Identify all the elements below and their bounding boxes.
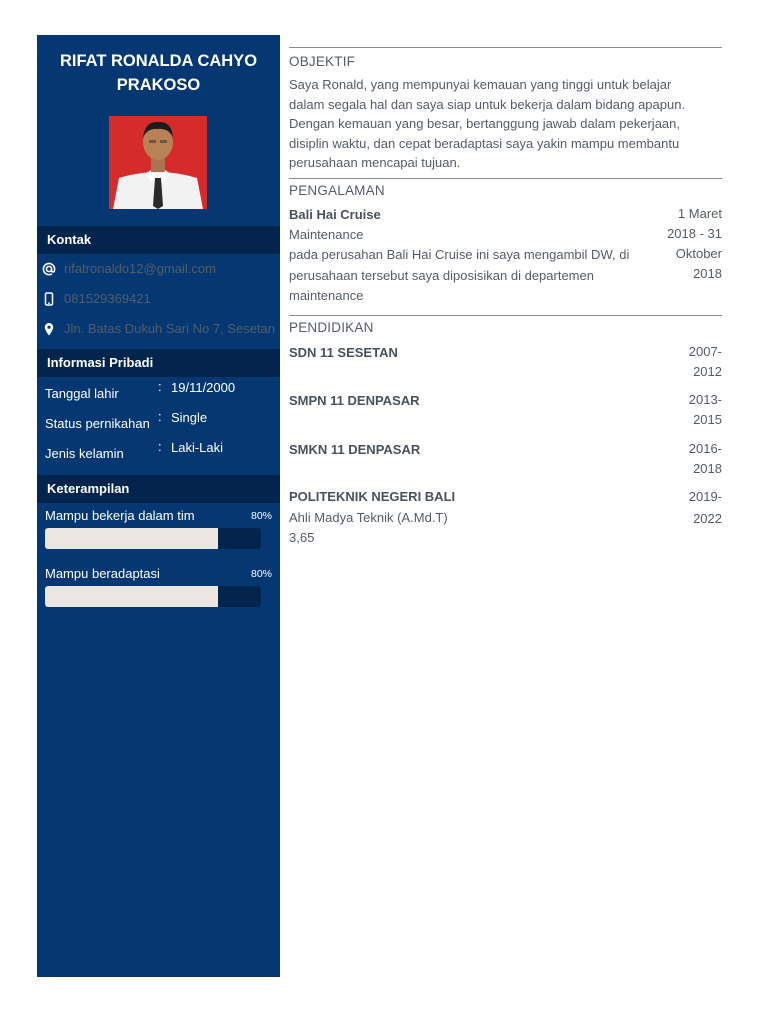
objective-line: Saya Ronald, yang mempunyai kemauan yang tinggi untuk belajar bbox=[289, 77, 672, 92]
education-date bbox=[652, 390, 722, 430]
skill-bar-fill bbox=[45, 586, 218, 607]
date-line: 2016- bbox=[688, 441, 722, 456]
objective-line: dalam segala hal dan saya siap untuk bekerja dalam bidang apapun. bbox=[289, 96, 686, 112]
education-gpa: 3,65 bbox=[289, 530, 315, 545]
info-label: Tanggal lahir bbox=[45, 386, 119, 401]
date-line: 2013- bbox=[688, 392, 722, 407]
education-degree: Ahli Madya Teknik (A.Md.T) bbox=[289, 510, 448, 525]
info-row-gender bbox=[37, 439, 280, 464]
info-colon: : bbox=[158, 379, 162, 394]
skill-bar bbox=[45, 528, 261, 549]
experience-position: Maintenance bbox=[289, 227, 364, 242]
info-colon: : bbox=[158, 409, 162, 424]
personal-info-heading: Informasi Pribadi bbox=[37, 349, 280, 377]
info-value: Single bbox=[171, 410, 208, 425]
contact-address-row bbox=[37, 319, 280, 339]
date-line: 1 Maret bbox=[677, 206, 722, 221]
skill-item bbox=[37, 566, 280, 616]
location-pin-icon bbox=[42, 322, 56, 336]
skill-name: Mampu bekerja dalam tim bbox=[45, 508, 195, 523]
experience-desc-line: maintenance bbox=[289, 288, 364, 303]
contact-email[interactable]: rifatronaldo12@gmail.com bbox=[64, 261, 216, 276]
date-line: 2018 bbox=[693, 461, 722, 476]
objective-line: Dengan kemauan yang besar, bertanggung jawab dalam pekerjaan, bbox=[289, 116, 680, 131]
date-line: 2015 bbox=[693, 412, 722, 427]
info-value: 19/11/2000 bbox=[171, 380, 236, 395]
education-school: SDN 11 SESETAN bbox=[289, 345, 398, 360]
experience-heading: PENGALAMAN bbox=[289, 183, 385, 198]
email-at-icon bbox=[42, 262, 56, 276]
contact-heading: Kontak bbox=[37, 226, 280, 254]
education-school: SMKN 11 DENPASAR bbox=[289, 442, 421, 457]
contact-email-row bbox=[37, 259, 280, 279]
skill-bar bbox=[45, 586, 261, 607]
profile-photo bbox=[109, 116, 207, 209]
objective-line: disiplin waktu, dan cepat beradaptasi saya yakin mampu membantu bbox=[289, 135, 680, 151]
experience-company: Bali Hai Cruise bbox=[289, 207, 381, 222]
skill-name: Mampu beradaptasi bbox=[45, 566, 160, 581]
info-row-birthdate bbox=[37, 379, 280, 404]
objective-heading: OBJEKTIF bbox=[289, 54, 356, 69]
education-date bbox=[652, 486, 722, 530]
info-colon: : bbox=[158, 439, 162, 454]
date-line: 2007- bbox=[688, 344, 722, 359]
experience-desc-line: pada perusahan Bali Hai Cruise ini saya mengambil DW, di bbox=[289, 247, 630, 262]
skill-percent: 80% bbox=[250, 510, 272, 522]
experience-desc-line: perusahaan tersebut saya diposisikan di departemen bbox=[289, 267, 594, 283]
divider bbox=[289, 178, 722, 179]
skills-heading: Keterampilan bbox=[37, 475, 280, 503]
contact-phone-row bbox=[37, 289, 280, 309]
info-row-marital-status bbox=[37, 409, 280, 434]
contact-phone[interactable]: 081529369421 bbox=[64, 291, 151, 306]
info-label: Status pernikahan bbox=[45, 416, 150, 431]
education-date bbox=[652, 342, 722, 382]
divider bbox=[289, 315, 722, 316]
date-line: 2022 bbox=[693, 511, 722, 526]
objective-text bbox=[289, 75, 709, 173]
date-line: 2012 bbox=[693, 364, 722, 379]
date-line: 2019- bbox=[688, 489, 722, 504]
education-date bbox=[652, 439, 722, 479]
contact-address: Jln. Batas Dukuh Sari No 7, Sesetan bbox=[64, 321, 276, 336]
experience-date bbox=[652, 204, 722, 284]
experience-description bbox=[289, 245, 649, 307]
date-line: 2018 bbox=[693, 266, 722, 281]
date-line: Oktober bbox=[675, 246, 722, 261]
skill-percent: 80% bbox=[250, 568, 272, 580]
objective-line: perusahaan mencapai tujuan. bbox=[289, 155, 461, 170]
info-label: Jenis kelamin bbox=[45, 446, 124, 461]
info-value: Laki-Laki bbox=[171, 440, 224, 455]
sidebar bbox=[37, 35, 280, 977]
main-content bbox=[289, 35, 722, 935]
education-school: SMPN 11 DENPASAR bbox=[289, 393, 420, 408]
education-heading: PENDIDIKAN bbox=[289, 320, 374, 335]
date-line: 2018 - 31 bbox=[667, 226, 722, 241]
skill-item bbox=[37, 508, 280, 558]
profile-name: RIFAT RONALDA CAHYO PRAKOSO bbox=[59, 52, 258, 94]
mobile-phone-icon bbox=[42, 292, 56, 306]
skill-bar-fill bbox=[45, 528, 218, 549]
education-school: POLITEKNIK NEGERI BALI bbox=[289, 489, 456, 504]
divider bbox=[289, 47, 722, 48]
